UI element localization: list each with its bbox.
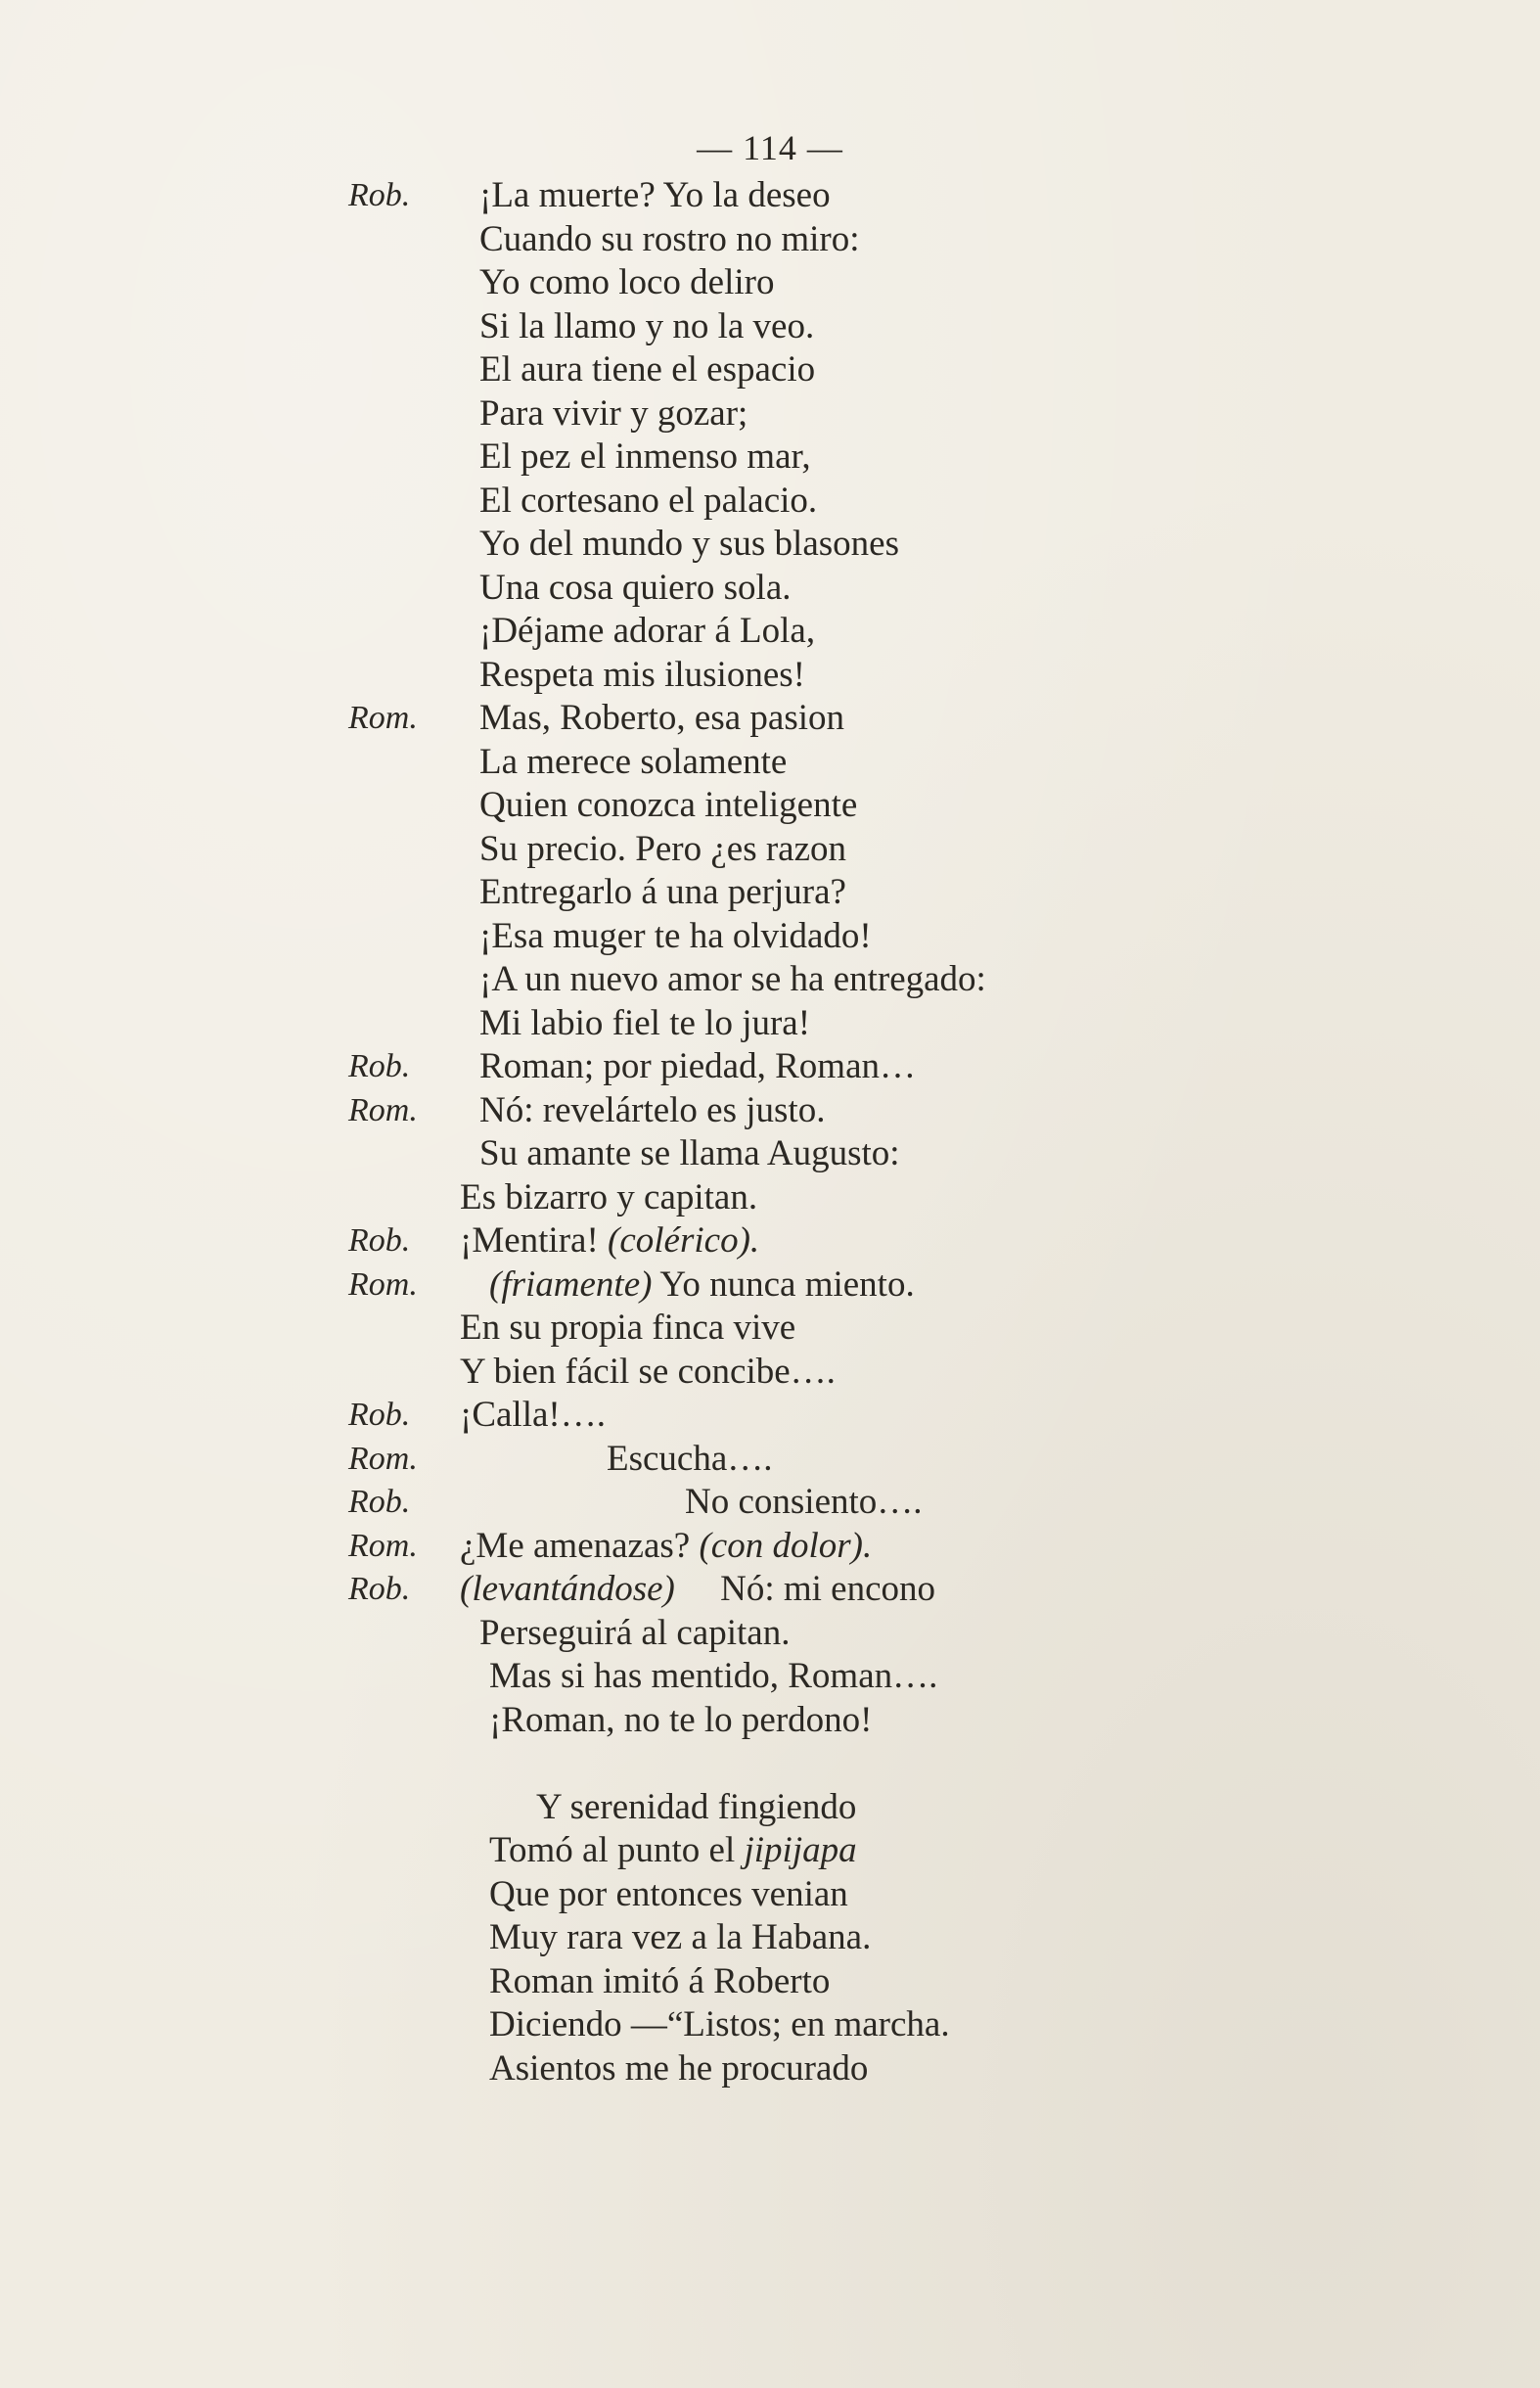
speaker-label: Rob.	[348, 1222, 411, 1259]
line-text: Es bizarro y capitan.	[460, 1176, 758, 1217]
verse-line	[0, 1002, 1540, 1046]
speaker-label: Rob.	[348, 1571, 411, 1607]
verse-line	[0, 261, 1540, 305]
verse-line	[0, 1960, 1540, 2004]
line-text: Su precio. Pero ¿es razon	[479, 828, 847, 869]
verse-line	[0, 1176, 1540, 1220]
line-text: Diciendo —“Listos; en marcha.	[489, 2004, 950, 2044]
verse-line	[0, 218, 1540, 262]
line-text: ¡Déjame adorar á Lola,	[479, 611, 816, 651]
line-text: Yo del mundo y sus blasones	[479, 524, 899, 564]
speaker-label: Rom.	[348, 1091, 418, 1128]
speaker-label: Rob.	[348, 177, 411, 213]
verse-line	[0, 741, 1540, 785]
line-text: Respeta mis ilusiones!	[479, 654, 805, 695]
verse-line	[0, 1394, 1540, 1438]
verse-line	[0, 1219, 1540, 1263]
line-text	[460, 1219, 759, 1263]
verse-line	[0, 1263, 1540, 1308]
verse-line	[0, 1525, 1540, 1569]
verse-line	[0, 2047, 1540, 2091]
line-text: Roman imitó á Roberto	[489, 1960, 831, 2001]
verse-line	[0, 828, 1540, 872]
verse-line	[0, 1873, 1540, 1917]
line-text	[460, 1525, 872, 1569]
line-text: El cortesano el palacio.	[479, 480, 818, 521]
line-text-roman: Yo nunca miento.	[652, 1263, 915, 1305]
line-text-roman: Nó: mi encono	[674, 1569, 936, 1609]
line-text: Su amante se llama Augusto:	[479, 1133, 900, 1173]
italic-word: jipijapa	[744, 1830, 857, 1870]
verse-line	[0, 567, 1540, 611]
line-text: Yo como loco deliro	[479, 262, 775, 302]
verse-block	[0, 174, 1540, 2090]
stage-direction: (colérico).	[608, 1220, 760, 1261]
verse-line	[0, 784, 1540, 828]
stage-direction: (friamente)	[489, 1263, 653, 1305]
verse-line	[0, 697, 1540, 741]
line-text-roman: ¿Me amenazas?	[460, 1525, 700, 1566]
verse-line	[0, 1438, 1540, 1482]
verse-line	[0, 1351, 1540, 1395]
verse-line	[0, 392, 1540, 436]
verse-line	[0, 610, 1540, 654]
stage-direction: (levantándose)	[460, 1569, 675, 1609]
line-text: Roman; por piedad, Roman…	[479, 1046, 916, 1086]
verse-line	[0, 1655, 1540, 1699]
verse-line	[0, 1481, 1540, 1525]
line-text: El pez el inmenso mar,	[479, 436, 811, 477]
line-text: Y bien fácil se concibe….	[460, 1351, 836, 1392]
line-text: ¡A un nuevo amor se ha entregado:	[479, 959, 986, 999]
verse-line	[0, 1699, 1540, 1786]
line-text: ¡La muerte? Yo la deseo	[479, 175, 831, 215]
line-text: Y serenidad fingiendo	[536, 1786, 857, 1827]
verse-line	[0, 1089, 1540, 1133]
speaker-label: Rom.	[348, 1440, 418, 1477]
line-text: En su propia finca vive	[460, 1308, 796, 1348]
verse-line	[0, 305, 1540, 349]
line-text: Una cosa quiero sola.	[479, 567, 792, 608]
verse-line	[0, 1786, 1540, 1830]
line-text: Para vivir y gozar;	[479, 392, 748, 434]
line-text: El aura tiene el espacio	[479, 349, 816, 390]
line-text: Asientos me he procurado	[489, 2047, 869, 2089]
verse-line	[0, 1132, 1540, 1176]
verse-line	[0, 480, 1540, 524]
verse-line	[0, 871, 1540, 915]
line-text	[489, 1829, 857, 1873]
speaker-label: Rob.	[348, 1397, 411, 1433]
verse-line	[0, 958, 1540, 1002]
verse-line	[0, 915, 1540, 959]
line-text	[460, 1568, 935, 1612]
line-text: ¡Esa muger te ha olvidado!	[479, 915, 872, 956]
line-text: La merece solamente	[479, 741, 788, 782]
line-text: Escucha….	[607, 1438, 773, 1479]
verse-line	[0, 1612, 1540, 1656]
line-text-roman: Tomó al punto el	[489, 1830, 745, 1870]
line-text	[489, 1263, 915, 1308]
verse-line	[0, 1829, 1540, 1873]
verse-line	[0, 523, 1540, 567]
line-text: No consiento….	[685, 1482, 923, 1522]
line-text: Mas, Roberto, esa pasion	[479, 698, 845, 738]
line-text: Nó: revelártelo es justo.	[479, 1089, 826, 1130]
verse-line	[0, 1045, 1540, 1089]
line-text-roman: ¡Mentira!	[460, 1220, 609, 1261]
line-text: ¡Roman, no te lo perdono!	[489, 1699, 873, 1740]
verse-line	[0, 654, 1540, 698]
verse-line	[0, 1568, 1540, 1612]
bleed-through-text	[1164, 2063, 1176, 2096]
speaker-label: Rom.	[348, 700, 418, 736]
line-text: Mas si has mentido, Roman….	[489, 1656, 938, 1696]
line-text: ¡Calla!….	[460, 1395, 606, 1435]
line-text: Si la llamo y no la veo.	[479, 305, 815, 346]
speaker-label: Rom.	[348, 1527, 418, 1564]
verse-line	[0, 436, 1540, 480]
speaker-label: Rom.	[348, 1265, 418, 1303]
page-number: — 114 —	[697, 128, 843, 167]
line-text: Mi labio fiel te lo jura!	[479, 1002, 811, 1043]
line-text: Entregarlo á una perjura?	[479, 872, 846, 912]
speaker-label: Rob.	[348, 1484, 411, 1520]
line-text: Perseguirá al capitan.	[479, 1612, 791, 1653]
verse-line	[0, 1307, 1540, 1351]
verse-line	[0, 174, 1540, 218]
line-text: Muy rara vez a la Habana.	[489, 1917, 872, 1957]
line-text: Cuando su rostro no miro:	[479, 218, 860, 259]
verse-line	[0, 2003, 1540, 2047]
line-text: Quien conozca inteligente	[479, 785, 858, 825]
speaker-label: Rob.	[348, 1048, 411, 1084]
verse-line	[0, 1916, 1540, 1960]
line-text: Que por entonces venian	[489, 1873, 848, 1914]
verse-line	[0, 348, 1540, 392]
stage-direction: (con dolor).	[699, 1525, 873, 1566]
